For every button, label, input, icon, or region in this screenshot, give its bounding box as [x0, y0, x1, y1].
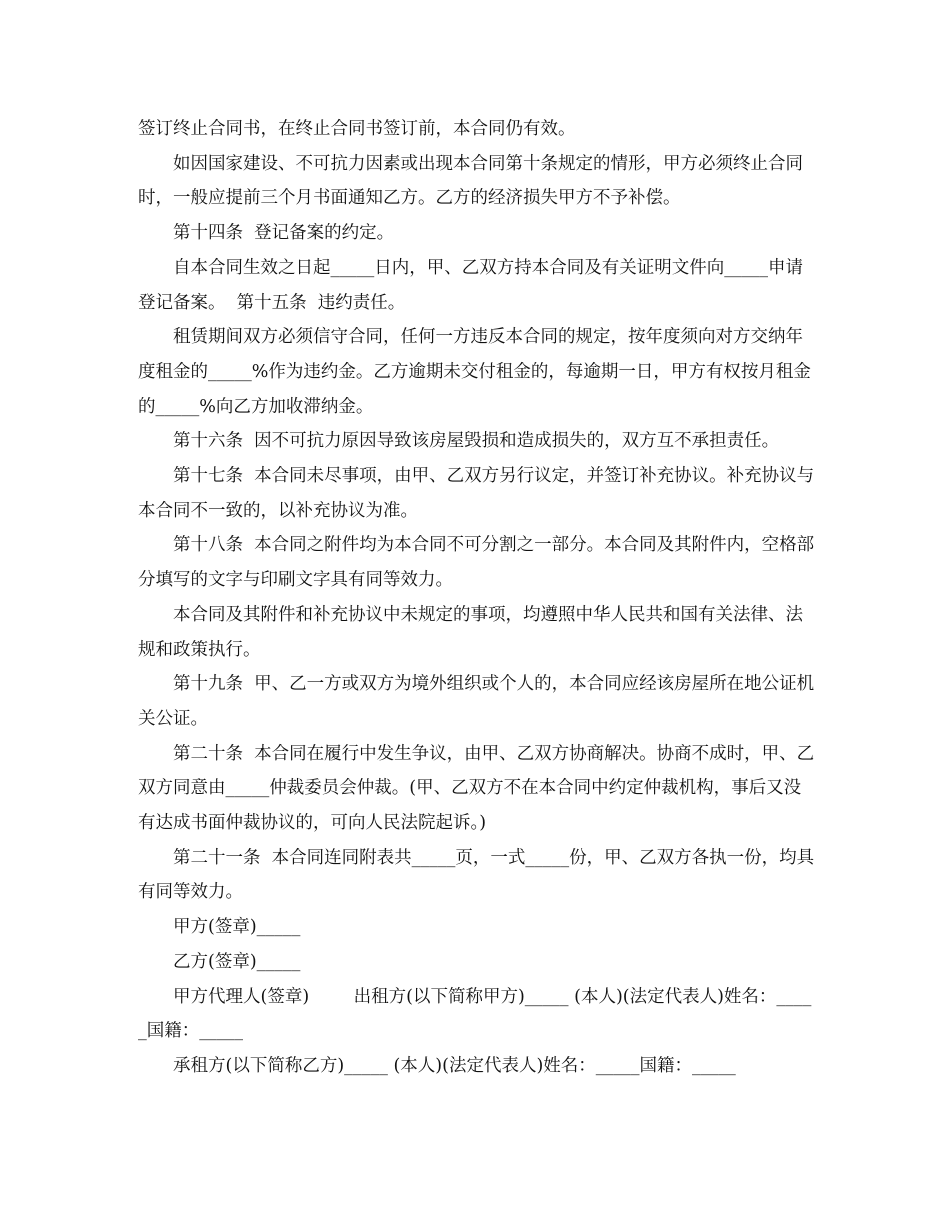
party-a-signature-line: 甲方(签章)_____ [173, 917, 301, 938]
paragraph-breach: 租赁期间双方必须信守合同，任何一方违反本合同的规定，按年度须向对方交纳年度租金的_____%作为违约金。乙方逾期未交付租金的，每逾期一日，甲方有权按月租金的_____%向乙方加收滞纳金。 [138, 327, 811, 417]
clause-16: 第十六条 因不可抗力原因导致该房屋毁损和造成损失的，双方互不承担责任。 [173, 431, 780, 452]
agent-and-lessor-line: 甲方代理人(签章) 出租方(以下简称甲方)_____ (本人)(法定代表人)姓名：_____国籍：_____ [138, 986, 812, 1042]
clause-17: 第十七条 本合同未尽事项，由甲、乙双方另行议定，并签订补充协议。补充协议与本合同不一致的，以补充协议为准。 [138, 466, 815, 521]
paragraph-registration: 自本合同生效之日起_____日内，甲、乙双方持本合同及有关证明文件向_____申请登记备案。 第十五条 违约责任。 [138, 257, 803, 313]
clause-21: 第二十一条 本合同连同附表共_____页，一式_____份，甲、乙双方各执一份，均具有同等效力。 [138, 847, 815, 903]
paragraph-applicable-law: 本合同及其附件和补充协议中未规定的事项，均遵照中华人民共和国有关法律、法规和政策执行。 [138, 604, 803, 660]
clause-20: 第二十条 本合同在履行中发生争议，由甲、乙双方协商解决。协商不成时，甲、乙双方同意由_____仲裁委员会仲裁。(甲、乙双方不在本合同中约定仲裁机构，事后又没有达成书面仲裁协议的，可向人民法院起诉。) [138, 743, 815, 834]
clause-14-heading: 第十四条 登记备案的约定。 [173, 223, 395, 244]
clause-19: 第十九条 甲、乙一方或双方为境外组织或个人的，本合同应经该房屋所在地公证机关公证。 [138, 674, 815, 729]
clause-18: 第十八条 本合同之附件均为本合同不可分割之一部分。本合同及其附件内，空格部分填写的文字与印刷文字具有同等效力。 [138, 535, 815, 591]
document-body [138, 112, 818, 1084]
paragraph-continuation: 签订终止合同书，在终止合同书签订前，本合同仍有效。 [138, 119, 576, 139]
paragraph-termination-notice: 如因国家建设、不可抗力因素或出现本合同第十条规定的情形，甲方必须终止合同时，一般应提前三个月书面通知乙方。乙方的经济损失甲方不予补偿。 [138, 153, 803, 209]
party-b-signature-line: 乙方(签章)_____ [173, 951, 301, 972]
lessee-line: 承租方(以下简称乙方)_____ (本人)(法定代表人)姓名：_____国籍：_____ [173, 1055, 736, 1076]
